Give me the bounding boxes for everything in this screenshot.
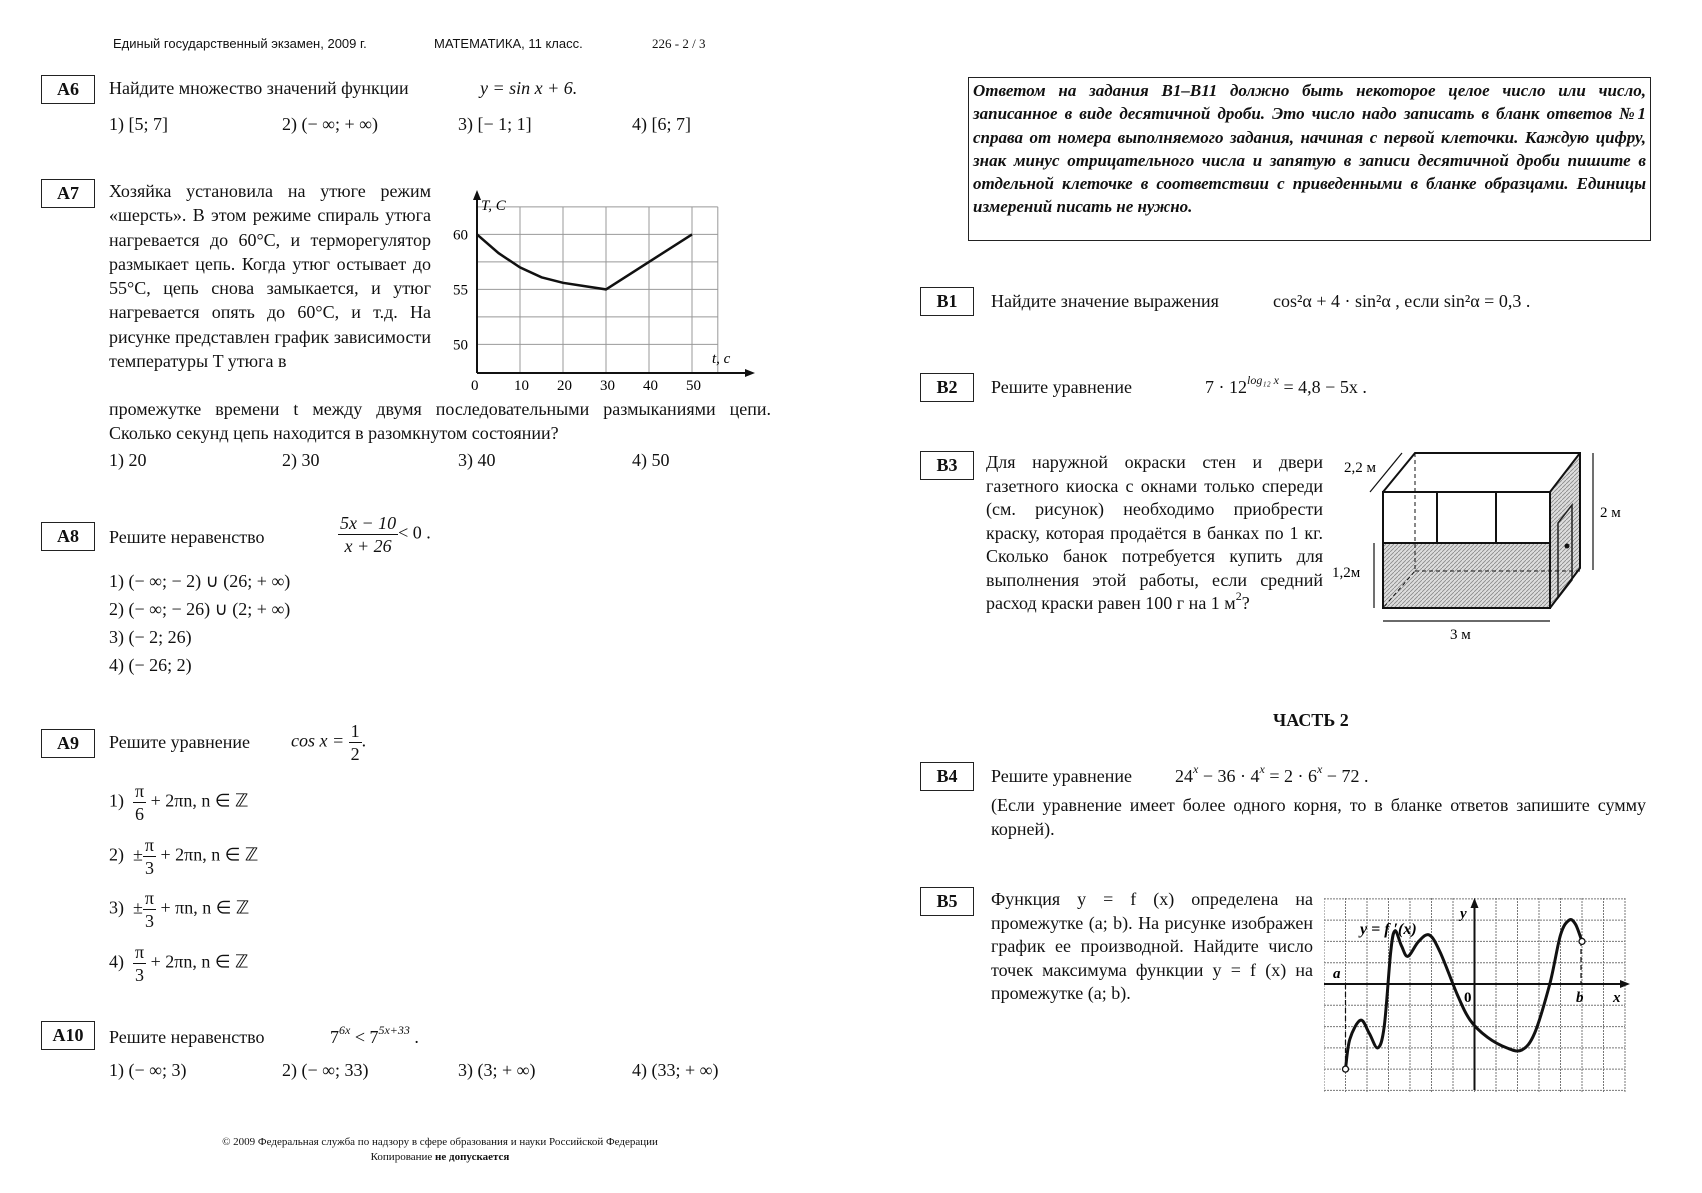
a9-lhs: cos x = — [291, 730, 345, 751]
instructions-box: Ответом на задания В1–В11 должно быть некоторое целое число или число, записанное в виде десятичной дроби. Это число надо записать в бланк ответов №1 справа от номера выполняемого задания, начиная с первой клеточки. Каждую цифру, знак минус отрицательного числа и запятую в записи десятичной дроби пишите в отдельной клеточке в соответствии с приведенными в бланке образцами. Единицы измерений писать не нужно. — [968, 77, 1651, 241]
task-label-b2: B2 — [920, 373, 974, 402]
a7-question-part2: промежутке времени t между двумя последовательными размыканиями цепи. Сколько секунд цепь находится в разомкнутом состоянии? — [109, 399, 771, 444]
a10-exp2: 5x+33 — [378, 1023, 410, 1037]
a10-exp1: 6x — [339, 1023, 351, 1037]
y-tick-label: 60 — [453, 227, 468, 244]
a9-question: Решите уравнение — [109, 732, 250, 752]
b2-base: 7 · 12 — [1205, 377, 1247, 397]
option-numerator: π — [144, 835, 154, 855]
x-label: x — [1613, 990, 1621, 1006]
door-handle — [1565, 544, 1570, 549]
painted-front-lower — [1383, 543, 1550, 608]
y-label: y — [1460, 906, 1467, 922]
y-tick-label: 55 — [453, 282, 468, 299]
option-sign: ± — [133, 897, 143, 918]
dim-lower: 1,2м — [1332, 565, 1361, 581]
footer-copyright: © 2009 Федеральная служба по надзору в сфере образования и науки Российской Федерации — [222, 1136, 658, 1148]
option-number: 3) — [109, 897, 124, 918]
header-page: 226 - 2 / 3 — [652, 36, 706, 51]
task-label-a7: A7 — [41, 179, 95, 208]
x-tick-label: 30 — [600, 378, 615, 394]
a10-option-3: 3) (3; + ∞) — [458, 1060, 536, 1080]
a8-denominator: x + 26 — [344, 536, 392, 556]
derivative-chart — [1324, 898, 1634, 1098]
b5-question: Функция y = f (x) определена на промежутке (a; b). На рисунке изображен график ее производной. Найдите число точек максимума функции y = f (x) на промежутке (a; b). — [991, 889, 1313, 1003]
option-denominator: 3 — [135, 965, 145, 985]
b4-t1: 24 — [1175, 766, 1193, 786]
b3-sup: 2 — [1235, 589, 1242, 603]
a6-formula: y = sin x + 6. — [480, 78, 578, 98]
b4-question: Решите уравнение — [991, 766, 1132, 786]
a6-option-4: 4) [6; 7] — [632, 114, 691, 134]
part-2-heading: ЧАСТЬ 2 — [1273, 710, 1349, 730]
b3-qmark: ? — [1241, 593, 1250, 613]
option-rest: + 2πn, n ∈ ℤ — [160, 844, 259, 865]
b4-exp3: x — [1316, 762, 1323, 776]
a6-option-2: 2) (− ∞; + ∞) — [282, 114, 378, 134]
a9-formula — [291, 720, 366, 765]
option-number: 4) — [109, 951, 124, 972]
task-label-b4: B4 — [920, 762, 974, 791]
a10-base1: 7 — [330, 1027, 339, 1047]
a9-option-4 — [109, 941, 248, 986]
a8-option-2: 2) (− ∞; − 26) ∪ (2; + ∞) — [109, 599, 291, 619]
b4-note: (Если уравнение имеет более одного корня, то в бланке ответов запишите сумму корней). — [991, 795, 1646, 839]
b4-exp1: x — [1193, 762, 1199, 776]
a10-end: . — [409, 1027, 419, 1047]
a-label: a — [1333, 966, 1341, 982]
a8-formula — [338, 512, 431, 557]
curve-label: y = f ′(x) — [1360, 921, 1417, 938]
a8-question: Решите неравенство — [109, 527, 265, 547]
b3-question — [986, 451, 1323, 616]
origin-label: 0 — [1464, 990, 1472, 1006]
a7-temperature-chart — [445, 188, 755, 394]
a10-question: Решите неравенство — [109, 1027, 265, 1047]
a10-formula — [330, 1023, 419, 1048]
a8-option-4: 4) (− 26; 2) — [109, 655, 192, 675]
y-tick-label: 50 — [453, 337, 468, 354]
a9-option-3 — [109, 887, 249, 932]
a9-option-1 — [109, 780, 248, 825]
b2-exponent: log₁₂ x — [1247, 373, 1280, 387]
task-label-a8: A8 — [41, 522, 95, 551]
y-axis-arrow — [473, 190, 481, 200]
a6-option-3: 3) [− 1; 1] — [458, 114, 532, 134]
option-denominator: 6 — [135, 804, 145, 824]
chart-grid — [477, 207, 718, 373]
a8-rest: < 0 . — [398, 522, 431, 543]
option-rest: + 2πn, n ∈ ℤ — [150, 951, 249, 972]
option-numerator: π — [144, 888, 154, 908]
a8-option-3: 3) (− 2; 26) — [109, 627, 192, 647]
a9-denominator: 2 — [350, 744, 360, 764]
task-label-b1: B1 — [920, 287, 974, 316]
a8-numerator: 5x − 10 — [340, 513, 397, 533]
option-number: 1) — [109, 790, 124, 811]
option-number: 2) — [109, 844, 124, 865]
a10-option-2: 2) (− ∞; 33) — [282, 1060, 369, 1080]
a9-numerator: 1 — [350, 721, 360, 741]
task-label-a9: A9 — [41, 729, 95, 758]
a7-option-4: 4) 50 — [632, 450, 670, 470]
b1-question: Найдите значение выражения — [991, 291, 1219, 311]
dim-width: 3 м — [1450, 627, 1471, 643]
b2-formula — [1205, 373, 1367, 398]
x-axis-arrow — [745, 369, 755, 377]
b3-text: Для наружной окраски стен и двери газетного киоска с окнами только спереди (см. рисунок) необходимо приобрести краску, которая продаётся в банках по 1 кг. Сколько банок потребуется купить для выполнения этой работы, если средний расход краски равен 100 г на 1 м — [986, 452, 1323, 613]
a10-option-4: 4) (33; + ∞) — [632, 1060, 719, 1080]
b4-t2: − 36 · 4 — [1198, 766, 1260, 786]
x-tick-label: 40 — [643, 378, 658, 394]
footer-copy-pre: Копирование — [370, 1151, 436, 1163]
a7-option-1: 1) 20 — [109, 450, 147, 470]
footer-copy-bold: не допускается — [435, 1151, 510, 1163]
a7-option-3: 3) 40 — [458, 450, 496, 470]
b4-t3: = 2 · 6 — [1264, 766, 1317, 786]
header-exam: Единый государственный экзамен, 2009 г. — [113, 36, 367, 51]
b-label: b — [1576, 990, 1584, 1006]
b4-t4: − 72 . — [1322, 766, 1369, 786]
x-tick-label: 10 — [514, 378, 529, 394]
kiosk-figure — [1330, 440, 1650, 650]
x-tick-label: 0 — [471, 378, 479, 394]
option-rest: + πn, n ∈ ℤ — [160, 897, 250, 918]
a7-option-2: 2) 30 — [282, 450, 320, 470]
a10-mid: < 7 — [350, 1027, 379, 1047]
option-numerator: π — [135, 781, 145, 801]
b2-question: Решите уравнение — [991, 377, 1132, 397]
a6-question: Найдите множество значений функции — [109, 78, 409, 98]
b4-exp2: x — [1259, 762, 1265, 776]
open-endpoint-b — [1579, 938, 1585, 944]
x-axis-label: t, c — [712, 351, 731, 367]
dim-depth: 2,2 м — [1344, 460, 1376, 476]
option-sign: ± — [133, 844, 143, 865]
b2-rest: = 4,8 − 5x . — [1279, 377, 1367, 397]
a9-option-2 — [109, 834, 258, 879]
task-label-a10: A10 — [41, 1021, 95, 1050]
task-label-b3: B3 — [920, 451, 974, 480]
b1-formula: cos²α + 4 · sin²α , если sin²α = 0,3 . — [1273, 291, 1531, 311]
b4-formula — [1175, 762, 1369, 787]
option-numerator: π — [135, 942, 145, 962]
task-label-a6: A6 — [41, 75, 95, 104]
task-label-b5: B5 — [920, 887, 974, 916]
footer-copy-notice — [160, 1151, 720, 1163]
option-denominator: 3 — [144, 911, 154, 931]
header-subject: МАТЕМАТИКА, 11 класс. — [434, 36, 583, 51]
a8-option-1: 1) (− ∞; − 2) ∪ (26; + ∞) — [109, 571, 291, 591]
x-tick-label: 50 — [686, 378, 701, 394]
option-rest: + 2πn, n ∈ ℤ — [150, 790, 249, 811]
y-axis-label: T, C — [481, 198, 506, 214]
a7-question-part1: Хозяйка установила на утюге режим «шерсть». В этом режиме спираль утюга нагревается до 60°С, и терморегулятор размыкает цепь. Когда утюг остывает до 55°С, цепь снова замыкается, и утюг нагревается опять до 60°С, и т.д. На рисунке представлен график зависимости температуры T утюга в — [109, 181, 431, 372]
dim-height: 2 м — [1600, 505, 1621, 521]
a9-dot: . — [361, 730, 367, 751]
y-axis-arrow — [1471, 898, 1479, 908]
option-denominator: 3 — [144, 858, 154, 878]
a10-option-1: 1) (− ∞; 3) — [109, 1060, 187, 1080]
x-tick-label: 20 — [557, 378, 572, 394]
open-endpoint-a — [1343, 1066, 1349, 1072]
a6-option-1: 1) [5; 7] — [109, 114, 168, 134]
